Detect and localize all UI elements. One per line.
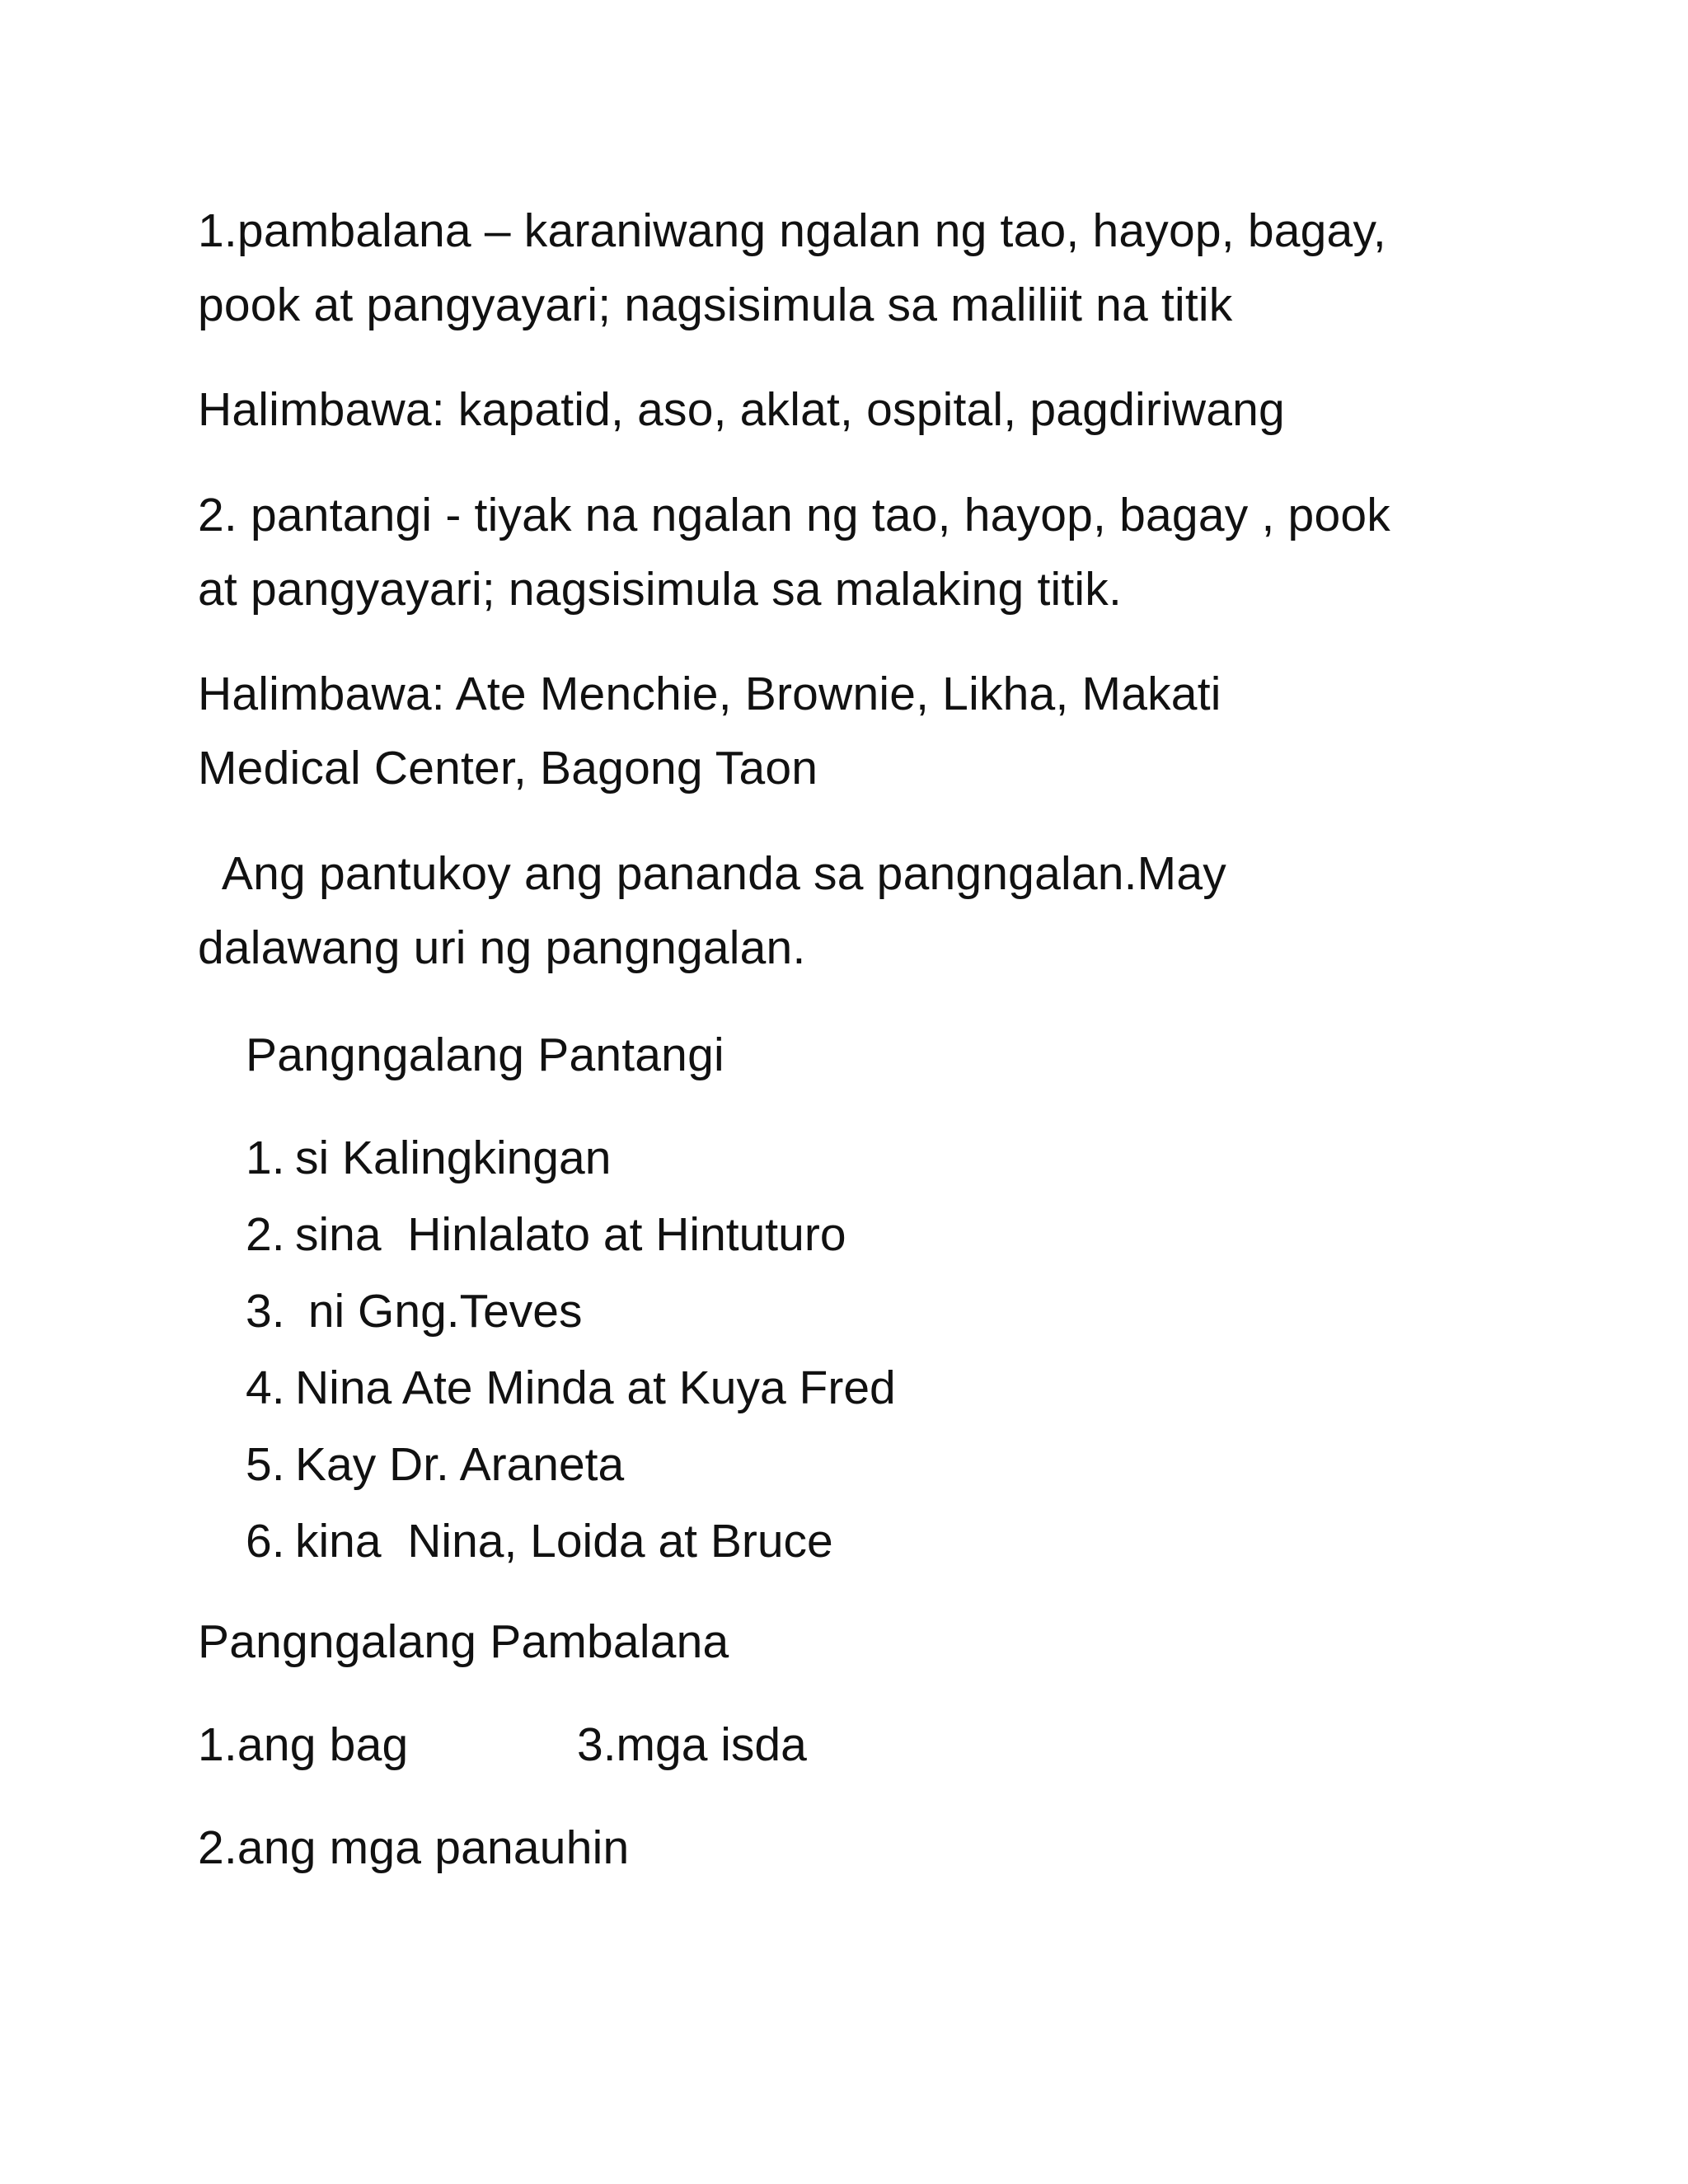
pantangi-example-line1: Halimbawa: Ate Menchie, Brownie, Likha, Makati: [198, 668, 1221, 720]
pambalana-definition-line2: pook at pangyayari; nagsisimula sa maliliit na titik: [198, 279, 1233, 331]
pambalana-heading: Pangngalang Pambalana: [198, 1615, 729, 1668]
list-item: [246, 1512, 833, 1570]
pantangi-heading: Pangngalang Pantangi: [246, 1029, 724, 1081]
list-item: [246, 1436, 624, 1493]
pantangi-example-line2: Medical Center, Bagong Taon: [198, 742, 818, 794]
list-item-number: 2.: [246, 1208, 285, 1261]
list-item-text: Nina Ate Minda at Kuya Fred: [295, 1361, 896, 1414]
list-item-text: ni Gng.Teves: [295, 1285, 583, 1338]
pantukoy-line2: dalawang uri ng pangngalan.: [198, 921, 806, 974]
list-item: [246, 1206, 846, 1263]
pantangi-definition-line1: 2. pantangi - tiyak na ngalan ng tao, hayop, bagay , pook: [198, 489, 1390, 541]
pantukoy-line1: Ang pantukoy ang pananda sa pangngalan.May: [198, 847, 1226, 900]
list-item-number: 1.: [246, 1132, 285, 1184]
list-item-text: si Kalingkingan: [295, 1132, 612, 1184]
list-item: [246, 1359, 896, 1417]
list-item-text: kina Nina, Loida at Bruce: [295, 1515, 833, 1568]
pambalana-definition-line1: 1.pambalana – karaniwang ngalan ng tao, hayop, bagay,: [198, 204, 1386, 257]
list-item-text: Kay Dr. Araneta: [295, 1438, 625, 1491]
pantangi-definition-line2: at pangyayari; nagsisimula sa malaking titik.: [198, 563, 1123, 616]
list-item-number: 5.: [246, 1438, 285, 1491]
list-item-number: 3.: [246, 1285, 285, 1338]
pambalana-item-1: 1.ang bag: [198, 1718, 409, 1771]
pambalana-example: Halimbawa: kapatid, aso, aklat, ospital, pagdiriwang: [198, 383, 1285, 436]
list-item-number: 6.: [246, 1515, 285, 1568]
list-item-number: 4.: [246, 1361, 285, 1414]
list-item: [246, 1129, 611, 1187]
pambalana-item-2: 2.ang mga panauhin: [198, 1821, 630, 1874]
list-item: [246, 1282, 583, 1340]
pambalana-item-3: 3.mga isda: [577, 1718, 807, 1771]
list-item-text: sina Hinlalato at Hintuturo: [295, 1208, 846, 1261]
